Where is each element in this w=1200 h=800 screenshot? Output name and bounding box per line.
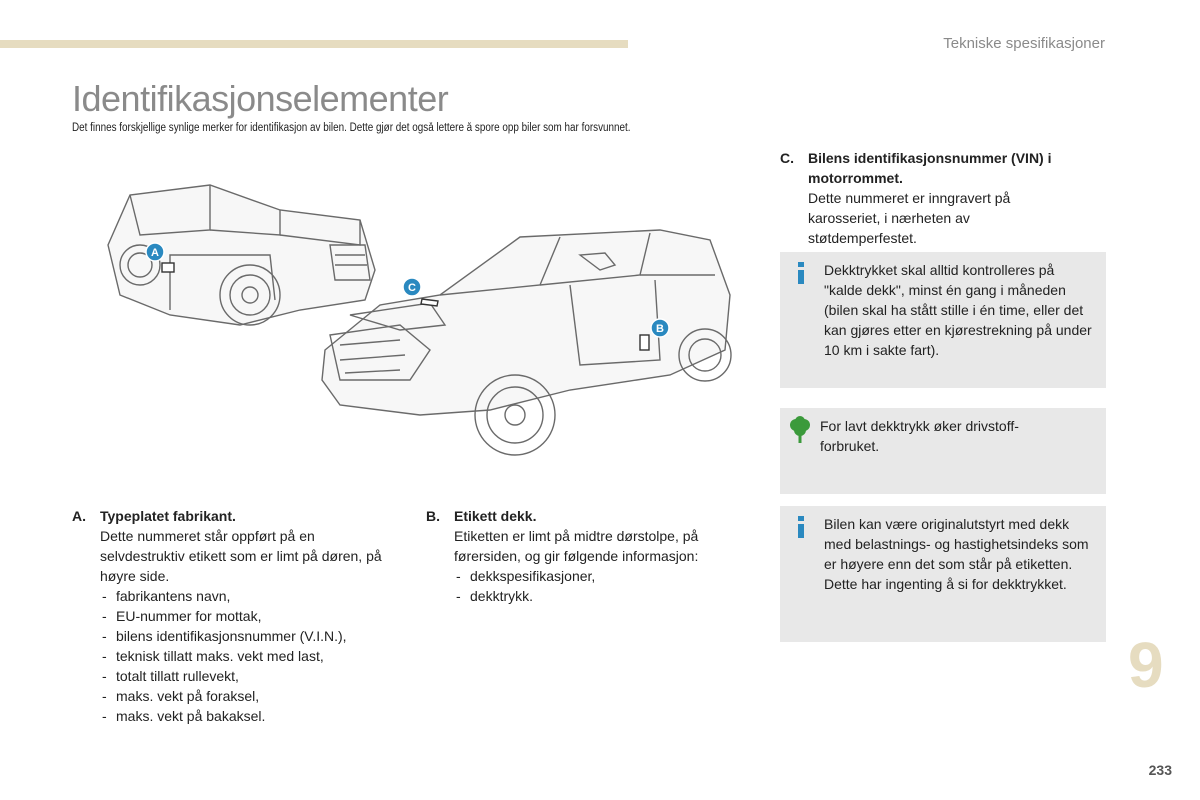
label-rect-c — [421, 299, 438, 306]
item-b — [426, 506, 736, 606]
item-a-text: Dette nummeret står oppført på en selvdestruktiv etikett som er limt på døren, på høyre side. — [100, 528, 382, 584]
list-item: - bilens identifikasjonsnummer (V.I.N.), — [100, 626, 402, 646]
marker-c — [403, 278, 421, 296]
page-number: 233 — [1148, 762, 1172, 778]
item-b-heading: Etikett dekk. — [454, 508, 537, 524]
eco-box-fuel — [780, 408, 1106, 494]
item-a-list — [100, 586, 402, 726]
list-item: - dekkspesifikasjoner, — [454, 566, 736, 586]
list-item: - maks. vekt på bakaksel. — [100, 706, 402, 726]
eco-tree-icon — [788, 416, 812, 444]
list-item: - totalt tillatt rullevekt, — [100, 666, 402, 686]
list-item: - maks. vekt på foraksel, — [100, 686, 402, 706]
marker-b — [651, 319, 669, 337]
car-illustration — [100, 175, 740, 495]
item-b-text: Etiketten er limt på midtre dørstolpe, på førersiden, og gir følgende informasjon: — [454, 528, 699, 564]
info-box-tyre-index — [780, 506, 1106, 642]
label-rect-a — [162, 263, 174, 272]
page-title: Identifikasjonselementer — [72, 78, 449, 119]
item-a — [72, 506, 402, 726]
item-c-letter: C. — [780, 150, 794, 166]
item-c — [780, 148, 1090, 248]
list-item: - EU-nummer for mottak, — [100, 606, 402, 626]
item-a-heading: Typeplatet fabrikant. — [100, 508, 236, 524]
list-item: - teknisk tillatt maks. vekt med last, — [100, 646, 402, 666]
list-item: - fabrikantens navn, — [100, 586, 402, 606]
section-title: Tekniske spesifikasjoner — [943, 35, 1105, 52]
info-box-text: Bilen kan være originalutstyrt med dekk med belastnings- og hastighetsindeks som er høyere enn det som står på etiketten. Dette har ingenting å si for dekktrykket. — [824, 516, 1089, 592]
item-b-list — [454, 566, 736, 606]
item-c-heading: Bilens identifikasjonsnummer (VIN) i motorrommet. — [808, 150, 1052, 186]
item-b-letter: B. — [426, 508, 440, 524]
item-a-letter: A. — [72, 508, 86, 524]
label-rect-b — [640, 335, 649, 350]
marker-a-label: A — [151, 247, 159, 259]
eco-box-text: For lavt dekktrykk øker drivstoff-forbruket. — [820, 418, 1019, 454]
info-icon — [794, 262, 808, 284]
marker-c-label: C — [408, 282, 416, 294]
item-c-text: Dette nummeret er inngravert på karosseriet, i nærheten av støtdemperfestet. — [808, 190, 1011, 246]
chapter-number: 9 — [1128, 629, 1164, 701]
front-car-drawing — [322, 230, 731, 455]
list-item: - dekktrykk. — [454, 586, 736, 606]
info-box-tyre-pressure — [780, 252, 1106, 388]
info-box-text: Dekktrykket skal alltid kontrolleres på "kalde dekk", minst én gang i måneden (bilen skal ha stått stille i én time, eller det kan gjøres etter en kjørestrekning på under 10 km i sakte fart). — [824, 262, 1092, 358]
info-icon — [794, 516, 808, 538]
intro-text: Det finnes forskjellige synlige merker for identifikasjon av bilen. Dette gjør det også lettere å spore opp biler som har forsvunnet. — [72, 122, 631, 134]
header-accent-bar — [0, 40, 628, 48]
marker-a — [146, 243, 164, 261]
marker-b-label: B — [656, 323, 664, 335]
